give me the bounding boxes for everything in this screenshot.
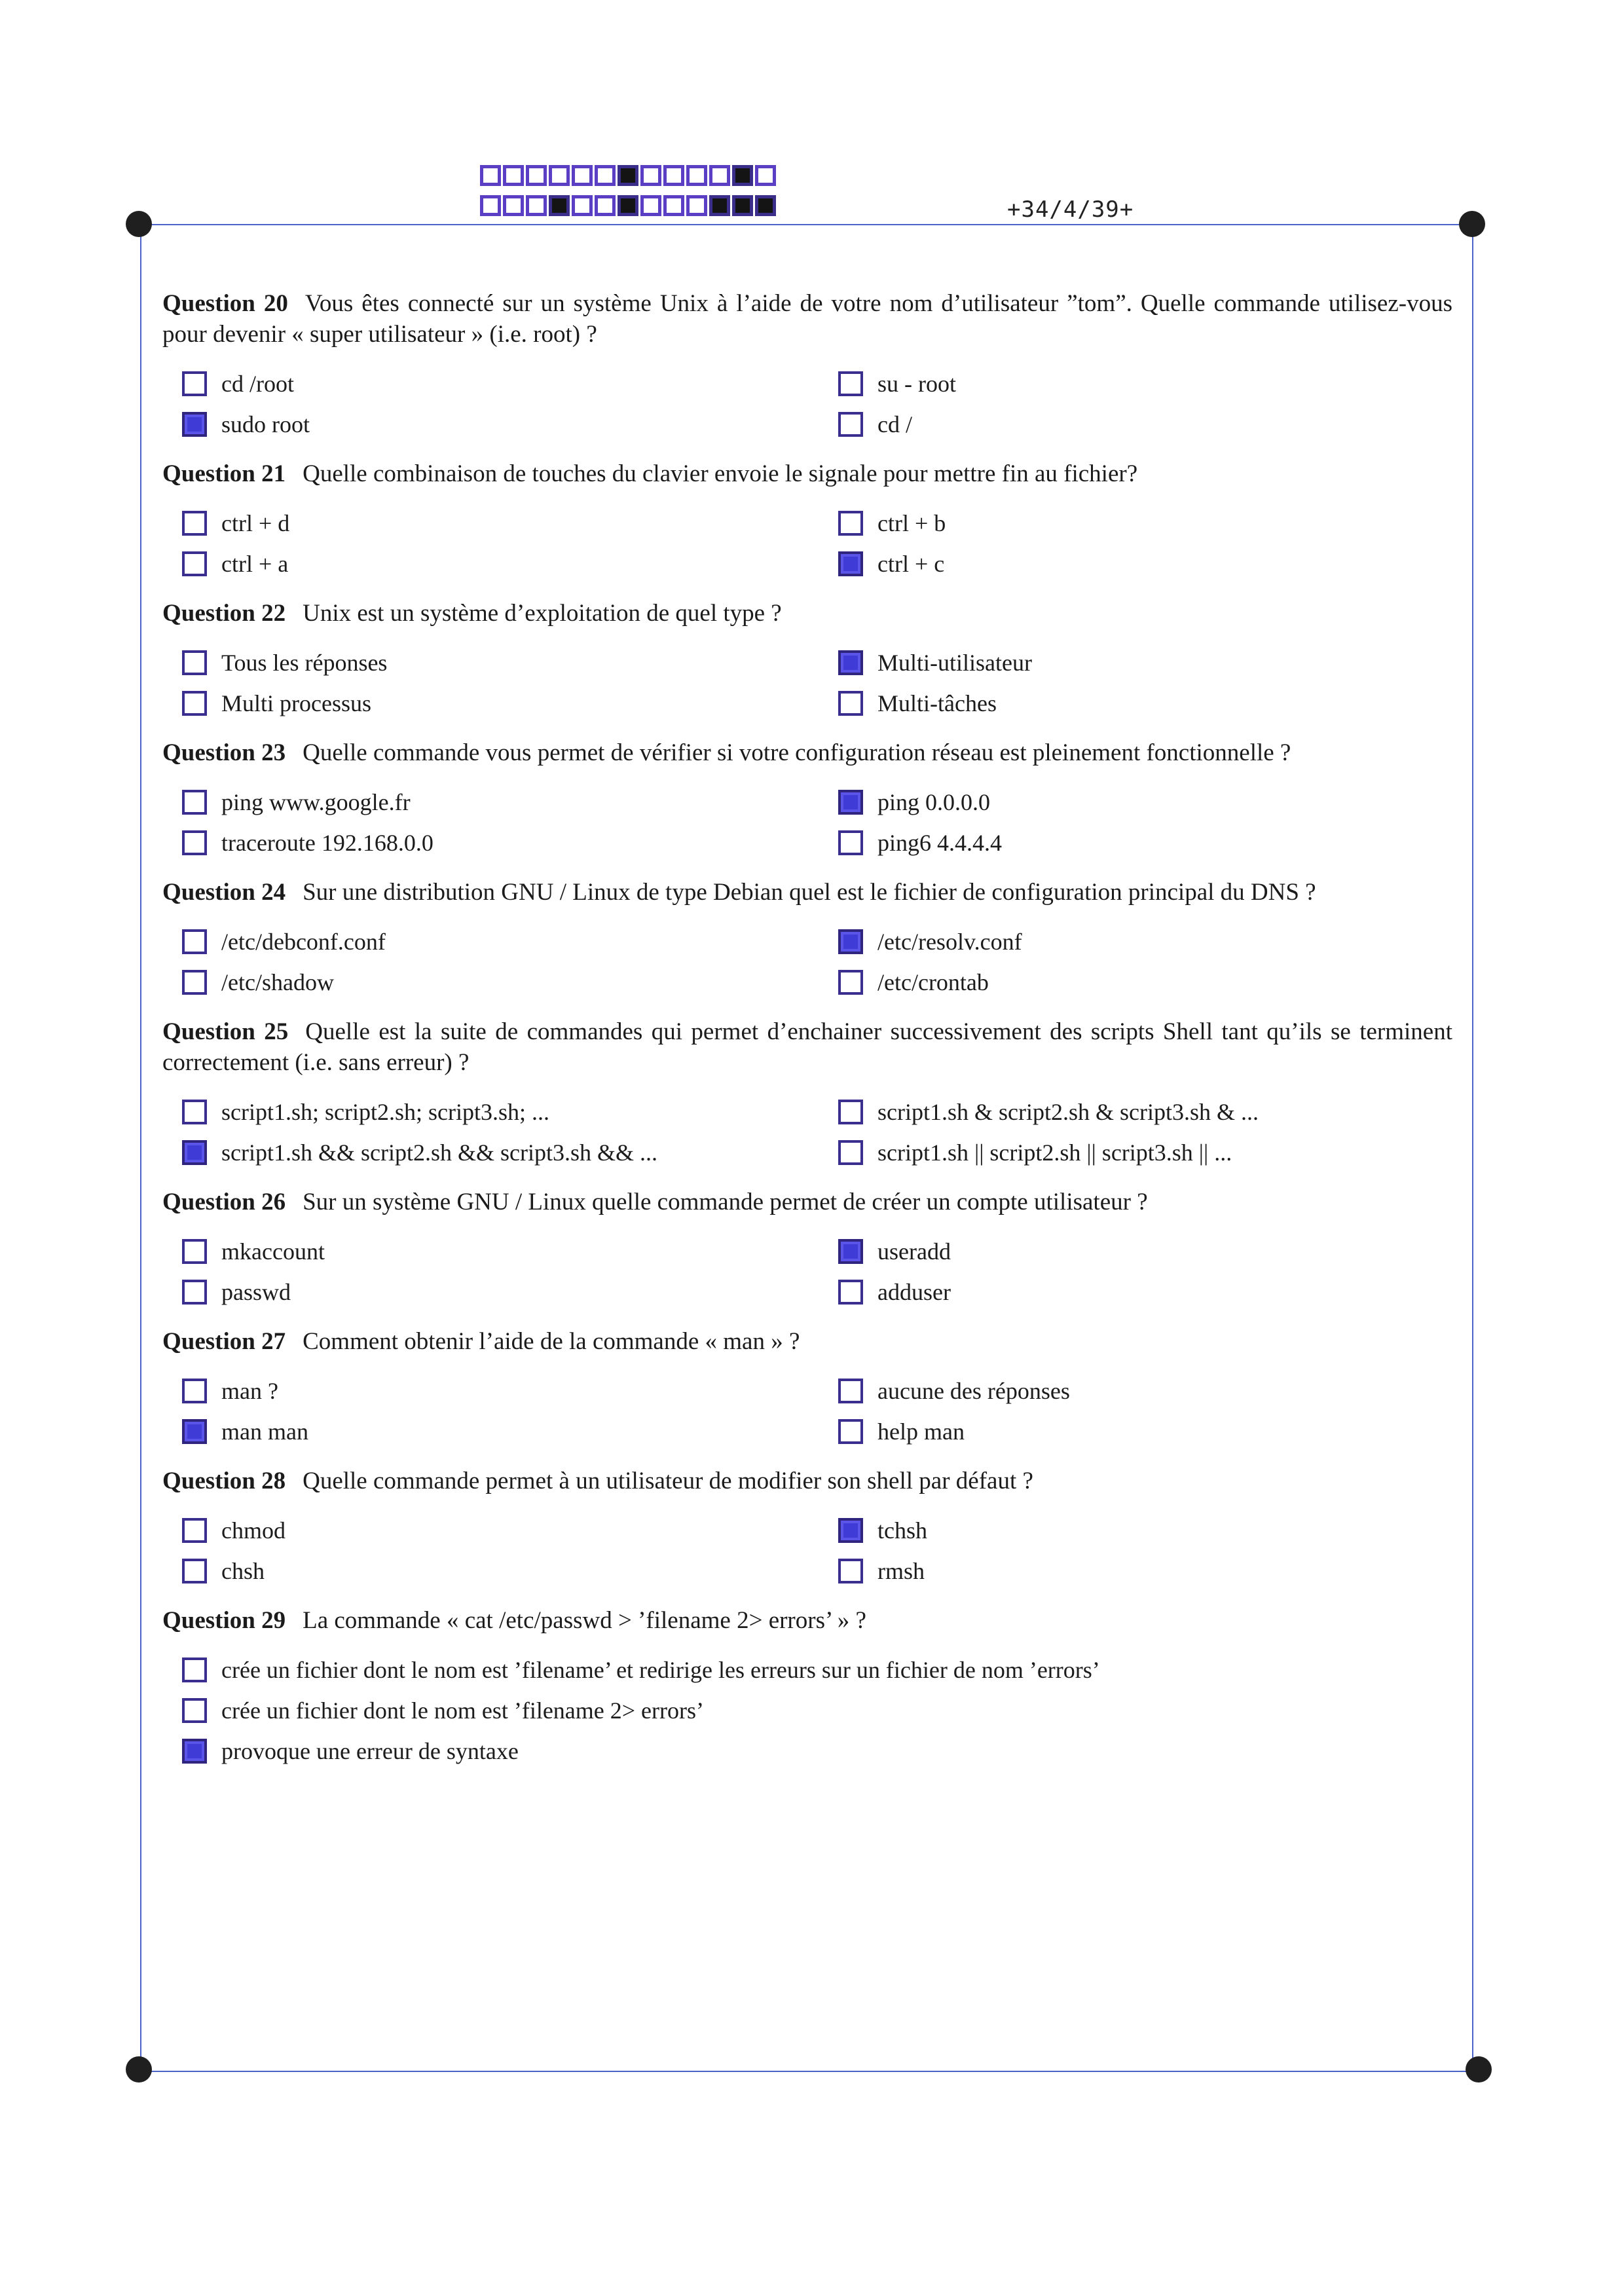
code-cell-filled	[549, 195, 570, 216]
answer-option[interactable]	[182, 1735, 1452, 1767]
answer-label: useradd	[877, 1238, 951, 1265]
question-text: Quelle commande permet à un utilisateur de modifier son shell par défaut ?	[303, 1468, 1033, 1494]
answer-label: ping www.google.fr	[221, 789, 411, 815]
code-cell-filled	[618, 165, 638, 186]
question-number: Question 21	[162, 460, 286, 487]
answer-label: script1.sh; script2.sh; script3.sh; ...	[221, 1099, 549, 1125]
answer-label: man ?	[221, 1378, 278, 1404]
answer-label: crée un fichier dont le nom est ’filename 2> errors’	[221, 1697, 704, 1724]
answer-options	[162, 647, 1452, 719]
question-text-line	[162, 288, 1452, 350]
answer-options	[162, 1236, 1452, 1308]
answer-label: ping 0.0.0.0	[877, 789, 991, 815]
checkbox-empty[interactable]	[182, 1559, 207, 1583]
answer-option[interactable]	[838, 409, 1472, 440]
answer-label: mkaccount	[221, 1238, 325, 1265]
checkbox-empty[interactable]	[182, 970, 207, 995]
code-cell-empty	[686, 195, 707, 216]
code-cell-empty	[572, 165, 593, 186]
answer-option[interactable]	[182, 647, 838, 678]
checkbox-empty[interactable]	[182, 830, 207, 855]
code-cell-filled	[709, 195, 730, 216]
answer-option[interactable]	[838, 787, 1472, 818]
checkbox-checked[interactable]	[838, 929, 863, 954]
answer-option[interactable]	[182, 548, 838, 580]
question-text-line	[162, 1326, 1452, 1357]
answer-label: chsh	[221, 1558, 265, 1584]
answer-option[interactable]	[838, 1276, 1472, 1308]
answer-option[interactable]	[182, 368, 838, 399]
checkbox-empty[interactable]	[838, 371, 863, 396]
answer-label: aucune des réponses	[877, 1378, 1070, 1404]
answer-option[interactable]	[182, 688, 838, 719]
answer-label: script1.sh & script2.sh & script3.sh & ...	[877, 1099, 1259, 1125]
answer-label: provoque une erreur de syntaxe	[221, 1738, 519, 1764]
binary-code-row	[480, 195, 776, 216]
answer-option[interactable]	[182, 1137, 838, 1168]
question-block	[162, 1016, 1452, 1168]
checkbox-empty[interactable]	[182, 1657, 207, 1682]
answer-option[interactable]	[838, 1096, 1472, 1128]
checkbox-empty[interactable]	[182, 1239, 207, 1264]
answer-option[interactable]	[838, 1375, 1472, 1407]
answer-option[interactable]	[838, 548, 1472, 580]
checkbox-empty[interactable]	[182, 511, 207, 536]
answer-option[interactable]	[838, 1555, 1472, 1587]
answer-option[interactable]	[182, 1555, 838, 1587]
question-text: Comment obtenir l’aide de la commande « man » ?	[303, 1328, 800, 1355]
question-number: Question 27	[162, 1328, 286, 1355]
page-id: +34/4/39+	[1007, 196, 1134, 223]
code-cell-filled	[755, 195, 776, 216]
code-cell-empty	[595, 165, 616, 186]
code-cell-empty	[595, 195, 616, 216]
question-text: Quelle est la suite de commandes qui permet d’enchainer successivement des scripts Shell tant qu’ils se terminent correctement (i.e. sans erreur) ?	[162, 1018, 1453, 1076]
checkbox-empty[interactable]	[182, 691, 207, 716]
answer-option[interactable]	[182, 1236, 838, 1267]
answer-label: /etc/shadow	[221, 969, 334, 995]
answer-options	[162, 1096, 1452, 1168]
code-cell-empty	[480, 195, 501, 216]
checkbox-checked[interactable]	[182, 1140, 207, 1165]
checkbox-empty[interactable]	[838, 691, 863, 716]
question-text: Quelle commande vous permet de vérifier si votre configuration réseau est pleinement fonctionnelle ?	[303, 739, 1291, 766]
binary-code-row	[480, 165, 776, 186]
question-text-line	[162, 458, 1452, 489]
question-block	[162, 1326, 1452, 1447]
code-cell-empty	[549, 165, 570, 186]
checkbox-checked[interactable]	[182, 412, 207, 437]
answer-label: script1.sh && script2.sh && script3.sh && ...	[221, 1139, 657, 1166]
answer-option[interactable]	[838, 508, 1472, 539]
answer-label: ctrl + d	[221, 510, 290, 536]
answer-label: help man	[877, 1418, 965, 1445]
answer-option[interactable]	[182, 967, 838, 998]
question-block	[162, 458, 1452, 580]
question-text-line	[162, 1016, 1452, 1078]
answer-option[interactable]	[838, 1137, 1472, 1168]
answer-option[interactable]	[182, 926, 838, 957]
answer-label: traceroute 192.168.0.0	[221, 830, 434, 856]
answer-option[interactable]	[182, 827, 838, 859]
corner-marker-top-right	[1459, 211, 1485, 237]
answer-label: ctrl + b	[877, 510, 946, 536]
answer-option[interactable]	[182, 1096, 838, 1128]
answer-option[interactable]	[182, 508, 838, 539]
corner-marker-top-left	[126, 211, 152, 237]
question-block	[162, 598, 1452, 719]
answer-option[interactable]	[838, 1416, 1472, 1447]
checkbox-checked[interactable]	[838, 650, 863, 675]
code-cell-empty	[526, 195, 547, 216]
checkbox-empty[interactable]	[182, 790, 207, 815]
checkbox-checked[interactable]	[838, 1239, 863, 1264]
answer-option[interactable]	[838, 926, 1472, 957]
answer-label: Tous les réponses	[221, 650, 388, 676]
checkbox-empty[interactable]	[182, 1379, 207, 1403]
answer-options	[162, 368, 1452, 440]
checkbox-empty[interactable]	[838, 1140, 863, 1165]
answer-option[interactable]	[838, 688, 1472, 719]
answer-label: rmsh	[877, 1558, 925, 1584]
checkbox-checked[interactable]	[838, 551, 863, 576]
answer-option[interactable]	[838, 368, 1472, 399]
question-number: Question 26	[162, 1189, 286, 1215]
question-text-line	[162, 1466, 1452, 1496]
question-number: Question 29	[162, 1607, 286, 1634]
answer-options	[162, 787, 1452, 859]
question-list	[162, 288, 1452, 1785]
code-cell-empty	[709, 165, 730, 186]
code-cell-filled	[732, 195, 753, 216]
code-cell-empty	[526, 165, 547, 186]
question-text: Quelle combinaison de touches du clavier envoie le signale pour mettre fin au fichier?	[303, 460, 1138, 487]
answer-label: ping6 4.4.4.4	[877, 830, 1003, 856]
answer-label: /etc/debconf.conf	[221, 929, 386, 955]
code-cell-empty	[640, 165, 661, 186]
checkbox-empty[interactable]	[182, 650, 207, 675]
checkbox-empty[interactable]	[182, 1100, 207, 1124]
question-number: Question 28	[162, 1468, 286, 1494]
code-cell-empty	[640, 195, 661, 216]
question-number: Question 23	[162, 739, 286, 766]
answer-option[interactable]	[182, 1695, 1452, 1726]
question-block	[162, 1187, 1452, 1308]
code-cell-empty	[572, 195, 593, 216]
answer-option[interactable]	[182, 1416, 838, 1447]
answer-label: ctrl + c	[877, 551, 945, 577]
checkbox-empty[interactable]	[838, 830, 863, 855]
question-text: Sur un système GNU / Linux quelle commande permet de créer un compte utilisateur ?	[303, 1189, 1148, 1215]
question-block	[162, 877, 1452, 998]
answer-option[interactable]	[182, 409, 838, 440]
answer-options	[162, 508, 1452, 580]
question-text: Unix est un système d’exploitation de quel type ?	[303, 600, 782, 627]
question-text: Sur une distribution GNU / Linux de type Debian quel est le fichier de configuration principal du DNS ?	[303, 879, 1316, 906]
answer-label: chmod	[221, 1517, 286, 1544]
checkbox-empty[interactable]	[182, 371, 207, 396]
answer-label: /etc/crontab	[877, 969, 989, 995]
checkbox-empty[interactable]	[838, 1280, 863, 1305]
code-cell-filled	[618, 195, 638, 216]
checkbox-checked[interactable]	[182, 1739, 207, 1764]
question-number: Question 22	[162, 600, 286, 627]
code-cell-filled	[732, 165, 753, 186]
checkbox-empty[interactable]	[838, 412, 863, 437]
answer-label: Multi processus	[221, 690, 371, 716]
question-text-line	[162, 1605, 1452, 1636]
question-number: Question 24	[162, 879, 286, 906]
question-text-line	[162, 737, 1452, 768]
question-block	[162, 288, 1452, 440]
question-text: Vous êtes connecté sur un système Unix à l’aide de votre nom d’utilisateur ”tom”. Quelle commande utilisez-vous pour devenir « super utilisateur » (i.e. root) ?	[162, 290, 1452, 348]
checkbox-empty[interactable]	[182, 929, 207, 954]
answer-label: cd /	[877, 411, 912, 437]
checkbox-empty[interactable]	[182, 1280, 207, 1305]
answer-label: ctrl + a	[221, 551, 289, 577]
answer-label: su - root	[877, 371, 956, 397]
answer-label: man man	[221, 1418, 308, 1445]
question-block	[162, 1605, 1452, 1767]
checkbox-empty[interactable]	[838, 1419, 863, 1444]
code-cell-empty	[755, 165, 776, 186]
code-cell-empty	[480, 165, 501, 186]
question-text: La commande « cat /etc/passwd > ’filename 2> errors’ » ?	[303, 1607, 866, 1634]
code-cell-empty	[663, 195, 684, 216]
question-block	[162, 1466, 1452, 1587]
code-cell-empty	[663, 165, 684, 186]
answer-label: tchsh	[877, 1517, 927, 1544]
answer-label: sudo root	[221, 411, 310, 437]
answer-options	[162, 1375, 1452, 1447]
answer-label: passwd	[221, 1279, 291, 1305]
checkbox-empty[interactable]	[838, 970, 863, 995]
answer-label: Multi-utilisateur	[877, 650, 1032, 676]
answer-label: adduser	[877, 1279, 951, 1305]
answer-option[interactable]	[838, 827, 1472, 859]
question-text-line	[162, 1187, 1452, 1217]
answer-label: Multi-tâches	[877, 690, 997, 716]
code-cell-empty	[503, 165, 524, 186]
corner-marker-bottom-right	[1466, 2056, 1492, 2083]
answer-option[interactable]	[838, 647, 1472, 678]
checkbox-empty[interactable]	[182, 551, 207, 576]
question-number: Question 20	[162, 290, 288, 317]
answer-options	[162, 1515, 1452, 1587]
answer-label: /etc/resolv.conf	[877, 929, 1022, 955]
answer-option[interactable]	[182, 1654, 1452, 1686]
answer-label: script1.sh || script2.sh || script3.sh || ...	[877, 1139, 1232, 1166]
checkbox-checked[interactable]	[838, 1518, 863, 1543]
answer-options	[162, 926, 1452, 998]
question-number: Question 25	[162, 1018, 289, 1045]
code-cell-empty	[686, 165, 707, 186]
answer-option[interactable]	[182, 787, 838, 818]
code-cell-empty	[503, 195, 524, 216]
answer-option[interactable]	[182, 1375, 838, 1407]
answer-option[interactable]	[182, 1515, 838, 1546]
answer-option[interactable]	[838, 1515, 1472, 1546]
question-text-line	[162, 877, 1452, 908]
checkbox-empty[interactable]	[182, 1698, 207, 1723]
checkbox-checked[interactable]	[838, 790, 863, 815]
checkbox-empty[interactable]	[838, 1100, 863, 1124]
answer-label: crée un fichier dont le nom est ’filename’ et redirige les erreurs sur un fichier de nom ’errors’	[221, 1657, 1100, 1683]
answer-option[interactable]	[838, 1236, 1472, 1267]
checkbox-checked[interactable]	[182, 1419, 207, 1444]
question-text-line	[162, 598, 1452, 629]
answer-option[interactable]	[182, 1276, 838, 1308]
checkbox-empty[interactable]	[838, 1379, 863, 1403]
checkbox-empty[interactable]	[838, 1559, 863, 1583]
checkbox-empty[interactable]	[182, 1518, 207, 1543]
question-block	[162, 737, 1452, 859]
answer-options	[162, 1654, 1452, 1767]
answer-label: cd /root	[221, 371, 294, 397]
corner-marker-bottom-left	[126, 2056, 152, 2083]
checkbox-empty[interactable]	[838, 511, 863, 536]
answer-option[interactable]	[838, 967, 1472, 998]
